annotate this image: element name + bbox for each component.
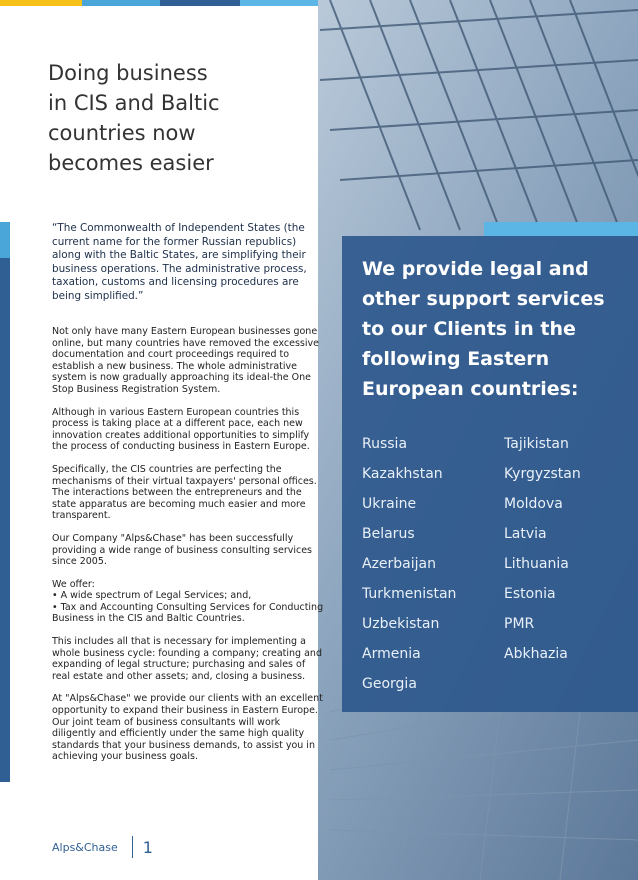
- country-item: Kazakhstan: [362, 466, 443, 482]
- country-list: [362, 434, 632, 694]
- country-item: Belarus: [362, 526, 415, 542]
- country-item: Moldova: [504, 496, 563, 512]
- body-paragraph: Not only have many Eastern European businesses gone online, but many countries have removed the excessive documentation and court proceedings required to establish a new business. The whole administrative system is now gradually approaching its ideal-the One Stop Business Registration System.: [52, 326, 319, 395]
- country-item: Azerbaijan: [362, 556, 436, 572]
- body-paragraph: Specifically, the CIS countries are perfecting the mechanisms of their virtual taxpayers' personal offices. The interactions between the entrepreneurs and the state apparatus are becoming much easier and more transparent.: [52, 463, 317, 522]
- country-item: Turkmenistan: [362, 586, 457, 602]
- country-item: Uzbekistan: [362, 616, 440, 632]
- country-item: Lithuania: [504, 556, 569, 572]
- panel-heading: We provide legal and other support services to our Clients in the following Eastern European countries:: [362, 258, 605, 400]
- country-item: Tajikistan: [504, 436, 569, 452]
- left-accent-bar-top: [0, 222, 10, 258]
- intro-quote: “The Commonwealth of Independent States (the current name for the former Russian republics) along with the Baltic States, are simplifying their business operations. The administrative process, taxation, customs and licensing procedures are being simplified.”: [52, 222, 307, 302]
- country-item: Abkhazia: [504, 646, 568, 662]
- country-item: Georgia: [362, 676, 417, 692]
- page-number: 1: [142, 837, 153, 857]
- body-text: [52, 326, 324, 774]
- offer-list: [52, 579, 324, 625]
- country-item: Ukraine: [362, 496, 417, 512]
- country-item: Russia: [362, 436, 408, 452]
- country-item: PMR: [504, 616, 535, 632]
- body-paragraph: Our Company "Alps&Chase" has been successfully providing a wide range of business consulting services since 2005.: [52, 532, 313, 568]
- left-accent-bar: [0, 222, 10, 782]
- body-paragraph: This includes all that is necessary for implementing a whole business cycle: founding a company; creating and expanding of legal structure; purchasing and sales of real estate and other assets; and, closing a business.: [52, 636, 322, 682]
- country-item: Armenia: [362, 646, 421, 662]
- country-item: Latvia: [504, 526, 547, 542]
- body-paragraph: At "Alps&Chase" we provide our clients with an excellent opportunity to expand their business in Eastern Europe. Our joint team of business consultants will work diligently and efficiently under the same high quality standards that your business demands, to assist you in achieving your business goals.: [52, 693, 323, 763]
- panel-accent-bar: [484, 222, 638, 236]
- body-paragraph: Although in various Eastern European countries this process is taking place at a different pace, each new innovation creates additional opportunities to simplify the process of conducting business in Eastern Europe.: [52, 406, 310, 453]
- footer-divider: [132, 836, 133, 858]
- page-title: Doing business in CIS and Baltic countries now becomes easier: [48, 61, 220, 175]
- offer-intro: We offer:: [52, 578, 95, 590]
- page-footer: [52, 836, 153, 858]
- country-item: Kyrgyzstan: [504, 466, 581, 482]
- country-item: Estonia: [504, 586, 556, 602]
- offer-item: • Tax and Accounting Consulting Services for Conducting Business in the CIS and Baltic Countries.: [52, 601, 324, 625]
- offer-item: • A wide spectrum of Legal Services; and,: [52, 590, 252, 602]
- footer-brand: Alps&Chase: [52, 840, 118, 854]
